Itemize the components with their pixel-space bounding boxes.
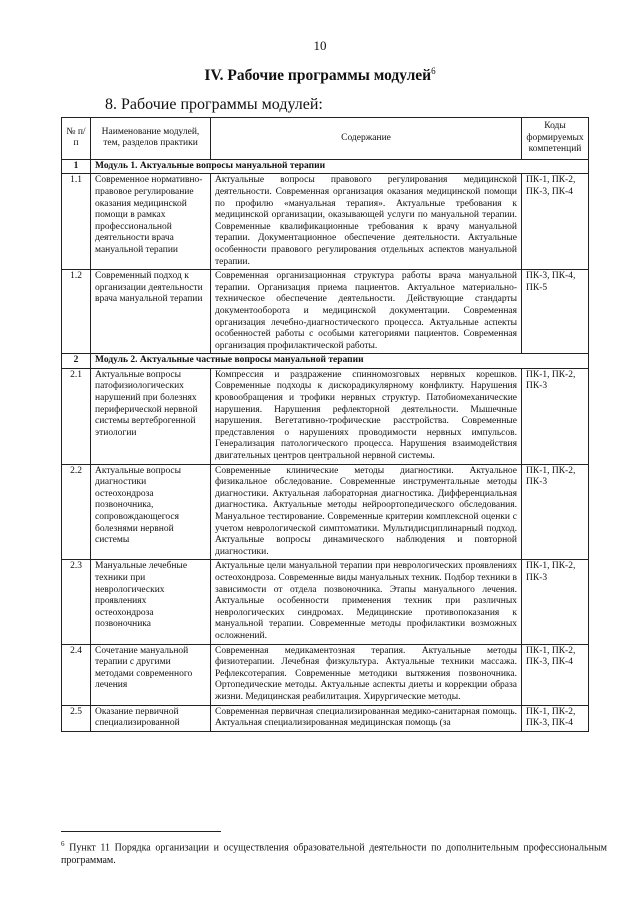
table-row xyxy=(62,644,589,705)
module-row xyxy=(62,354,589,369)
modules-table xyxy=(61,117,589,732)
table-row xyxy=(62,705,589,731)
topic-number: 1.2 xyxy=(62,270,91,354)
topic-number: 2.5 xyxy=(62,705,91,731)
topic-name: Актуальные вопросы диагностики остеохондроза позвоночника, сопровождающегося болезнями нервной системы xyxy=(91,464,211,560)
topic-content: Актуальные вопросы правового регулирования медицинской деятельности. Современная организация оказания медицинской помощи по профилю «мануальная терапия». Актуальные требования к медицинской организации, оказывающей услуги по мануальной терапии. Современные квалификационные требования к врачу мануальной терапии. Документационное обеспечение деятельности. Актуальные особенности правового регулирования отдельных аспектов мануальной терапии. xyxy=(211,174,522,270)
module-number: 2 xyxy=(62,354,91,369)
topic-number: 2.4 xyxy=(62,644,91,705)
header-codes: Коды формируемых компетенций xyxy=(522,118,589,160)
topic-name: Актуальные вопросы патофизиологических нарушений при болезнях периферической нервной системы вертеброгенной этиологии xyxy=(91,368,211,464)
module-number: 1 xyxy=(62,159,91,174)
topic-content: Современная медикаментозная терапия. Актуальные методы физиотерапии. Лечебная физкультура. Актуальные техники массажа. Рефлексотерапия. Современные методики вытяжения позвоночника. Ортопедические методы. Актуальные аспекты диеты и коррекции образа жизни. Медицинская реабилитация. Хирургические методы. xyxy=(211,644,522,705)
footnote xyxy=(61,838,607,867)
topic-number: 2.3 xyxy=(62,560,91,644)
module-title: Модуль 2. Актуальные частные вопросы мануальной терапии xyxy=(91,354,589,369)
topic-number: 1.1 xyxy=(62,174,91,270)
footnote-divider xyxy=(61,831,221,832)
competency-codes: ПК-1, ПК-2, ПК-3, ПК-4 xyxy=(522,174,589,270)
competency-codes: ПК-1, ПК-2, ПК-3 xyxy=(522,560,589,644)
topic-name: Мануальные лечебные техники при неврологических проявлениях остеохондроза позвоночника xyxy=(91,560,211,644)
header-content: Содержание xyxy=(211,118,522,160)
topic-content: Современные клинические методы диагностики. Актуальное физикальное обследование. Современные инструментальные методы диагностики. Актуальная лабораторная диагностика. Дифференциальная диагностика. Актуальные методы нейроортопедического обследования. Мануальное тестирование. Современные критерии комплексной оценки с учетом неврологической симптоматики. Мультидисциплинарный подход. Актуальные вопросы динамического наблюдения и повторной диагностики. xyxy=(211,464,522,560)
competency-codes: ПК-1, ПК-2, ПК-3, ПК-4 xyxy=(522,644,589,705)
table-row xyxy=(62,464,589,560)
competency-codes: ПК-1, ПК-2, ПК-3 xyxy=(522,464,589,560)
table-body xyxy=(62,159,589,731)
topic-number: 2.2 xyxy=(62,464,91,560)
topic-content: Современная первичная специализированная медико-санитарная помощь. Актуальная специализированная медицинская помощь (за xyxy=(211,705,522,731)
page-number: 10 xyxy=(313,38,327,53)
footnote-reference: 6 xyxy=(431,66,436,76)
competency-codes: ПК-1, ПК-2, ПК-3, ПК-4 xyxy=(522,705,589,731)
competency-codes: ПК-3, ПК-4, ПК-5 xyxy=(522,270,589,354)
footnote-text: Пункт 11 Порядка организации и осуществления образовательной деятельности по дополнительным профессиональным программам. xyxy=(61,842,607,866)
topic-name: Сочетание мануальной терапии с другими методами современного лечения xyxy=(91,644,211,705)
chapter-heading xyxy=(0,66,640,85)
competency-codes: ПК-1, ПК-2, ПК-3 xyxy=(522,368,589,464)
topic-name: Современный подход к организации деятельности врача мануальной терапии xyxy=(91,270,211,354)
topic-content: Актуальные цели мануальной терапии при неврологических проявлениях остеохондроза. Современные виды мануальных техник. Подбор техники в зависимости от отдела позвоночника. Этапы мануального лечения. Актуальные особенности применения техник при различных неврологических синдромах. Медицинские противопоказания к мануальной терапии. Современные методы профилактики возможных осложнений. xyxy=(211,560,522,644)
topic-name: Современное нормативно-правовое регулирование оказания медицинской помощи в рамках профессиональной деятельности врача мануальной терапии xyxy=(91,174,211,270)
module-row xyxy=(62,159,589,174)
topic-number: 2.1 xyxy=(62,368,91,464)
topic-content: Компрессия и раздражение спинномозговых нервных корешков. Современные подходы к дискорадикулярному конфликту. Нарушения кровообращения и трофики нервных структур. Патобиомеханические нарушения. Нарушения рефлекторной деятельности. Мышечные нарушения. Вегетативно-трофические расстройства. Современные представления о нарушениях проводимости нервных импульсов. Генерализация патологического процесса. Нарушения взаимодействия двигательных центров центральной нервной системы. xyxy=(211,368,522,464)
chapter-heading-text: IV. Рабочие программы модулей xyxy=(204,67,432,85)
table-row xyxy=(62,270,589,354)
header-name: Наименование модулей, тем, разделов практики xyxy=(91,118,211,160)
module-title: Модуль 1. Актуальные вопросы мануальной терапии xyxy=(91,159,589,174)
footnote-marker: 6 xyxy=(61,840,65,848)
section-heading: 8. Рабочие программы модулей: xyxy=(105,96,323,113)
table-header-row xyxy=(62,118,589,160)
topic-name: Оказание первичной специализированной xyxy=(91,705,211,731)
table-row xyxy=(62,174,589,270)
table-row xyxy=(62,560,589,644)
table-row xyxy=(62,368,589,464)
header-num: № п/п xyxy=(62,118,91,160)
topic-content: Современная организационная структура работы врача мануальной терапии. Организация приема пациентов. Актуальное материально-техническое обеспечение деятельности. Действующие стандарты документооборота и медицинской документации. Современная организация лечебно-диагностического процесса. Актуальные аспекты особенностей работы с особыми категориями пациентов. Современная организация профилактической работы. xyxy=(211,270,522,354)
